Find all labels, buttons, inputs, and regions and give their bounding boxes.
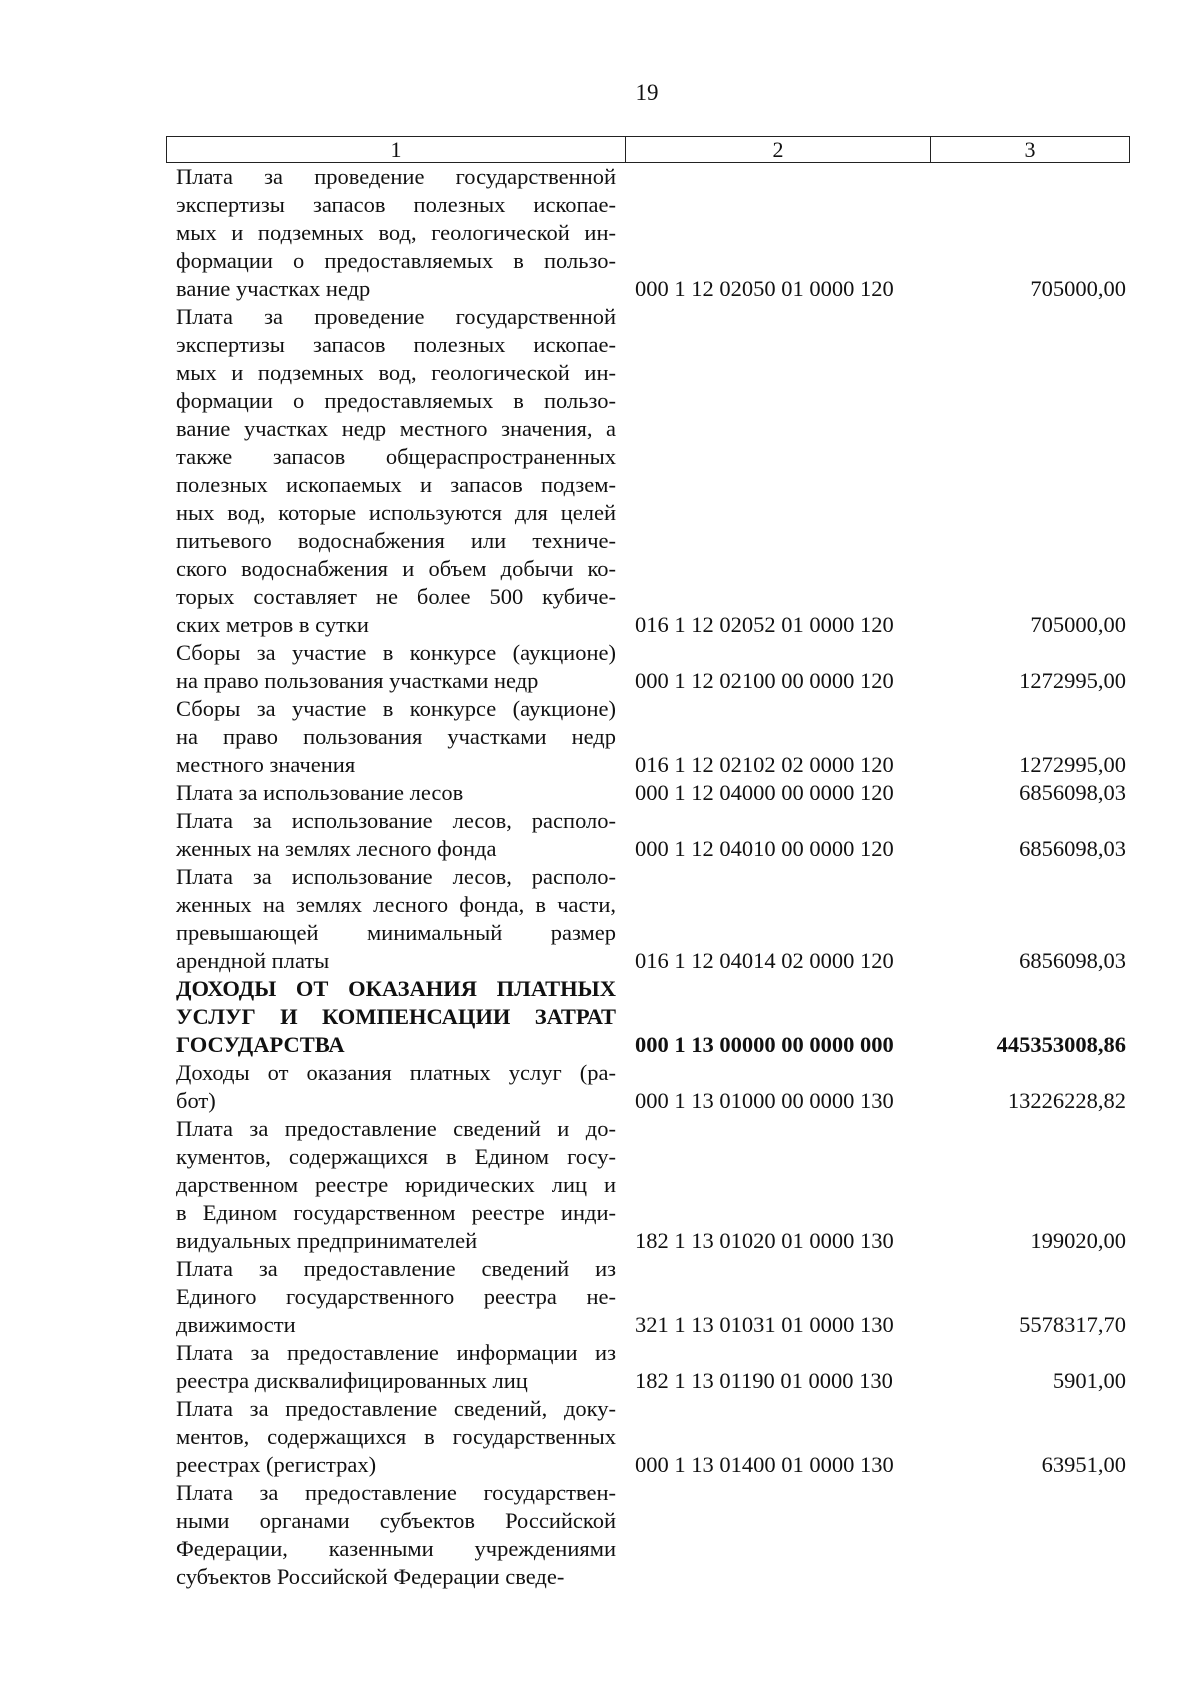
description-line: Плата за проведение государственной — [176, 164, 616, 189]
description-line: Плата за предоставление информации из — [176, 1340, 616, 1365]
description-line: также запасов общераспространенных — [176, 444, 616, 469]
table-row — [166, 1059, 1130, 1115]
row-description — [166, 779, 616, 807]
header-col-1: 1 — [167, 137, 626, 162]
budget-table — [166, 136, 1130, 1591]
description-line: мых и подземных вод, геологической ин- — [176, 360, 616, 385]
description-line: ских метров в сутки — [176, 612, 369, 637]
description-line: ского водоснабжения и объем добычи ко- — [176, 556, 616, 581]
row-budget-code: 000 1 13 00000 00 0000 000 — [635, 1032, 894, 1057]
description-line: питьевого водоснабжения или техниче- — [176, 528, 616, 553]
table-row — [166, 1115, 1130, 1255]
description-line: Плата за использование лесов — [176, 780, 464, 805]
description-line: Плата за предоставление сведений, доку- — [176, 1396, 616, 1421]
description-line: Плата за использование лесов, располо- — [176, 864, 616, 889]
description-line: дарственном реестре юридических лиц и — [176, 1172, 616, 1197]
description-line: арендной платы — [176, 948, 330, 973]
description-line: ных вод, которые используются для целей — [176, 500, 616, 525]
row-description — [166, 1479, 616, 1591]
row-description — [166, 639, 616, 695]
row-description — [166, 863, 616, 975]
description-line: превышающей минимальный размер — [176, 920, 616, 945]
row-description — [166, 1339, 616, 1395]
description-line: Плата за предоставление сведений и до- — [176, 1116, 616, 1141]
row-amount: 5901,00 — [1052, 1368, 1126, 1393]
row-description — [166, 303, 616, 639]
description-line: экспертизы запасов полезных ископае- — [176, 192, 616, 217]
row-amount: 199020,00 — [1030, 1228, 1126, 1253]
table-row — [166, 863, 1130, 975]
table-row — [166, 303, 1130, 639]
description-line: на право пользования участками недр — [176, 668, 539, 693]
description-line: на право пользования участками недр — [176, 724, 616, 749]
description-line: Доходы от оказания платных услуг (ра- — [176, 1060, 616, 1085]
row-amount: 6856098,03 — [1019, 836, 1126, 861]
description-line: ными органами субъектов Российской — [176, 1508, 616, 1533]
table-row — [166, 1395, 1130, 1479]
description-line: вание участках недр — [176, 276, 371, 301]
header-col-2: 2 — [626, 137, 931, 162]
row-budget-code: 000 1 13 01000 00 0000 130 — [635, 1088, 894, 1113]
row-budget-code: 182 1 13 01190 01 0000 130 — [635, 1368, 893, 1393]
table-header — [166, 136, 1130, 163]
description-line: полезных ископаемых и запасов подзем- — [176, 472, 616, 497]
description-line: Единого государственного реестра не- — [176, 1284, 616, 1309]
table-row — [166, 975, 1130, 1059]
description-line: торых составляет не более 500 кубиче- — [176, 584, 616, 609]
table-row — [166, 1255, 1130, 1339]
row-amount: 1272995,00 — [1019, 668, 1126, 693]
row-description — [166, 695, 616, 779]
row-amount: 6856098,03 — [1019, 948, 1126, 973]
description-line: мых и подземных вод, геологической ин- — [176, 220, 616, 245]
row-amount: 13226228,82 — [1007, 1088, 1126, 1113]
row-amount: 445353008,86 — [996, 1032, 1126, 1057]
table-row — [166, 779, 1130, 807]
description-line: местного значения — [176, 752, 356, 777]
row-budget-code: 016 1 12 02052 01 0000 120 — [635, 612, 894, 637]
row-budget-code: 000 1 12 02050 01 0000 120 — [635, 276, 894, 301]
description-line: реестрах (регистрах) — [176, 1452, 377, 1477]
description-line: субъектов Российской Федерации сведе- — [176, 1564, 565, 1589]
description-line: ментов, содержащихся в государственных — [176, 1424, 616, 1449]
header-col-3: 3 — [1024, 136, 1036, 162]
description-line: кументов, содержащихся в Едином госу- — [176, 1144, 616, 1169]
row-amount: 5578317,70 — [1019, 1312, 1126, 1337]
row-description — [166, 975, 616, 1059]
description-line: в Едином государственном реестре инди- — [176, 1200, 616, 1225]
table-body — [166, 163, 1130, 1591]
table-row — [166, 163, 1130, 303]
row-amount: 6856098,03 — [1019, 780, 1126, 805]
row-budget-code: 000 1 12 04010 00 0000 120 — [635, 836, 894, 861]
row-amount: 705000,00 — [1030, 276, 1126, 301]
description-line: Федерации, казенными учреждениями — [176, 1536, 616, 1561]
row-description — [166, 163, 616, 303]
description-line: ГОСУДАРСТВА — [176, 1032, 345, 1057]
table-row — [166, 807, 1130, 863]
row-amount: 1272995,00 — [1019, 752, 1126, 777]
row-description — [166, 1255, 616, 1339]
description-line: Сборы за участие в конкурсе (аукционе) — [176, 640, 616, 665]
row-budget-code: 016 1 12 04014 02 0000 120 — [635, 948, 894, 973]
description-line: Плата за предоставление государствен- — [176, 1480, 616, 1505]
description-line: женных на землях лесного фонда, в части, — [176, 892, 616, 917]
description-line: Плата за предоставление сведений из — [176, 1256, 616, 1281]
description-line: Плата за проведение государственной — [176, 304, 616, 329]
row-budget-code: 000 1 12 02100 00 0000 120 — [635, 668, 894, 693]
table-row — [166, 695, 1130, 779]
row-description — [166, 1115, 616, 1255]
row-budget-code: 016 1 12 02102 02 0000 120 — [635, 752, 894, 777]
description-line: ДОХОДЫ ОТ ОКАЗАНИЯ ПЛАТНЫХ — [176, 976, 616, 1001]
row-description — [166, 1059, 616, 1115]
description-line: реестра дисквалифицированных лиц — [176, 1368, 528, 1393]
description-line: формации о предоставляемых в пользо- — [176, 388, 616, 413]
description-line: Сборы за участие в конкурсе (аукционе) — [176, 696, 616, 721]
description-line: формации о предоставляемых в пользо- — [176, 248, 616, 273]
row-description — [166, 1395, 616, 1479]
description-line: УСЛУГ И КОМПЕНСАЦИИ ЗАТРАТ — [176, 1004, 616, 1029]
description-line: бот) — [176, 1088, 216, 1113]
row-amount: 705000,00 — [1030, 612, 1126, 637]
row-budget-code: 000 1 12 04000 00 0000 120 — [635, 780, 894, 805]
row-description — [166, 807, 616, 863]
description-line: вание участках недр местного значения, а — [176, 416, 616, 441]
table-row — [166, 1479, 1130, 1591]
row-budget-code: 000 1 13 01400 01 0000 130 — [635, 1452, 894, 1477]
page-number: 19 — [635, 80, 659, 105]
description-line: движимости — [176, 1312, 296, 1337]
table-row — [166, 1339, 1130, 1395]
row-budget-code: 182 1 13 01020 01 0000 130 — [635, 1228, 894, 1253]
table-row — [166, 639, 1130, 695]
description-line: экспертизы запасов полезных ископае- — [176, 332, 616, 357]
description-line: Плата за использование лесов, располо- — [176, 808, 616, 833]
row-amount: 63951,00 — [1041, 1452, 1126, 1477]
row-budget-code: 321 1 13 01031 01 0000 130 — [635, 1312, 894, 1337]
description-line: женных на землях лесного фонда — [176, 836, 497, 861]
description-line: видуальных предпринимателей — [176, 1228, 478, 1253]
